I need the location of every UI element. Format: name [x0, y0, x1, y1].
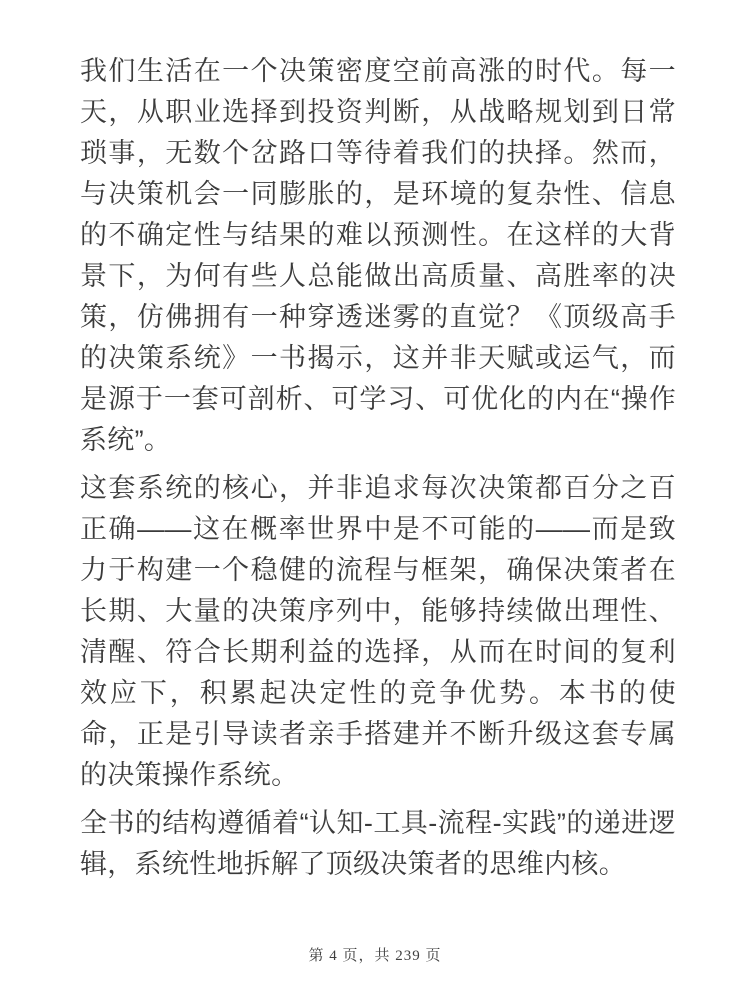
- paragraph-intro: 我们生活在一个决策密度空前高涨的时代。每一天，从职业选择到投资判断，从战略规划到日常琐事，无数个岔路口等待着我们的抉择。然而，与决策机会一同膨胀的，是环境的复杂性、信息的不确定性与结果的难以预测性。在这样的大背景下，为何有些人总能做出高质量、高胜率的决策，仿佛拥有一种穿透迷雾的直觉？《顶级高手的决策系统》一书揭示，这并非天赋或运气，而是源于一套可剖析、可学习、可优化的内在“操作系统”。: [80, 56, 676, 455]
- page-number-indicator: 第 4 页，共 239 页: [308, 948, 442, 964]
- paragraph-system-core: 这套系统的核心，并非追求每次决策都百分之百正确——这在概率世界中是不可能的——而是致力于构建一个稳健的流程与框架，确保决策者在长期、大量的决策序列中，能够持续做出理性、清醒、符合长期利益的选择，从而在时间的复利效应下，积累起决定性的竞争优势。本书的使命，正是引导读者亲手搭建并不断升级这套专属的决策操作系统。: [80, 473, 676, 790]
- paragraph-book-structure: 全书的结构遵循着“认知-工具-流程-实践”的递进逻辑，系统性地拆解了顶级决策者的思维内核。: [80, 808, 676, 879]
- page-content: [80, 51, 676, 892]
